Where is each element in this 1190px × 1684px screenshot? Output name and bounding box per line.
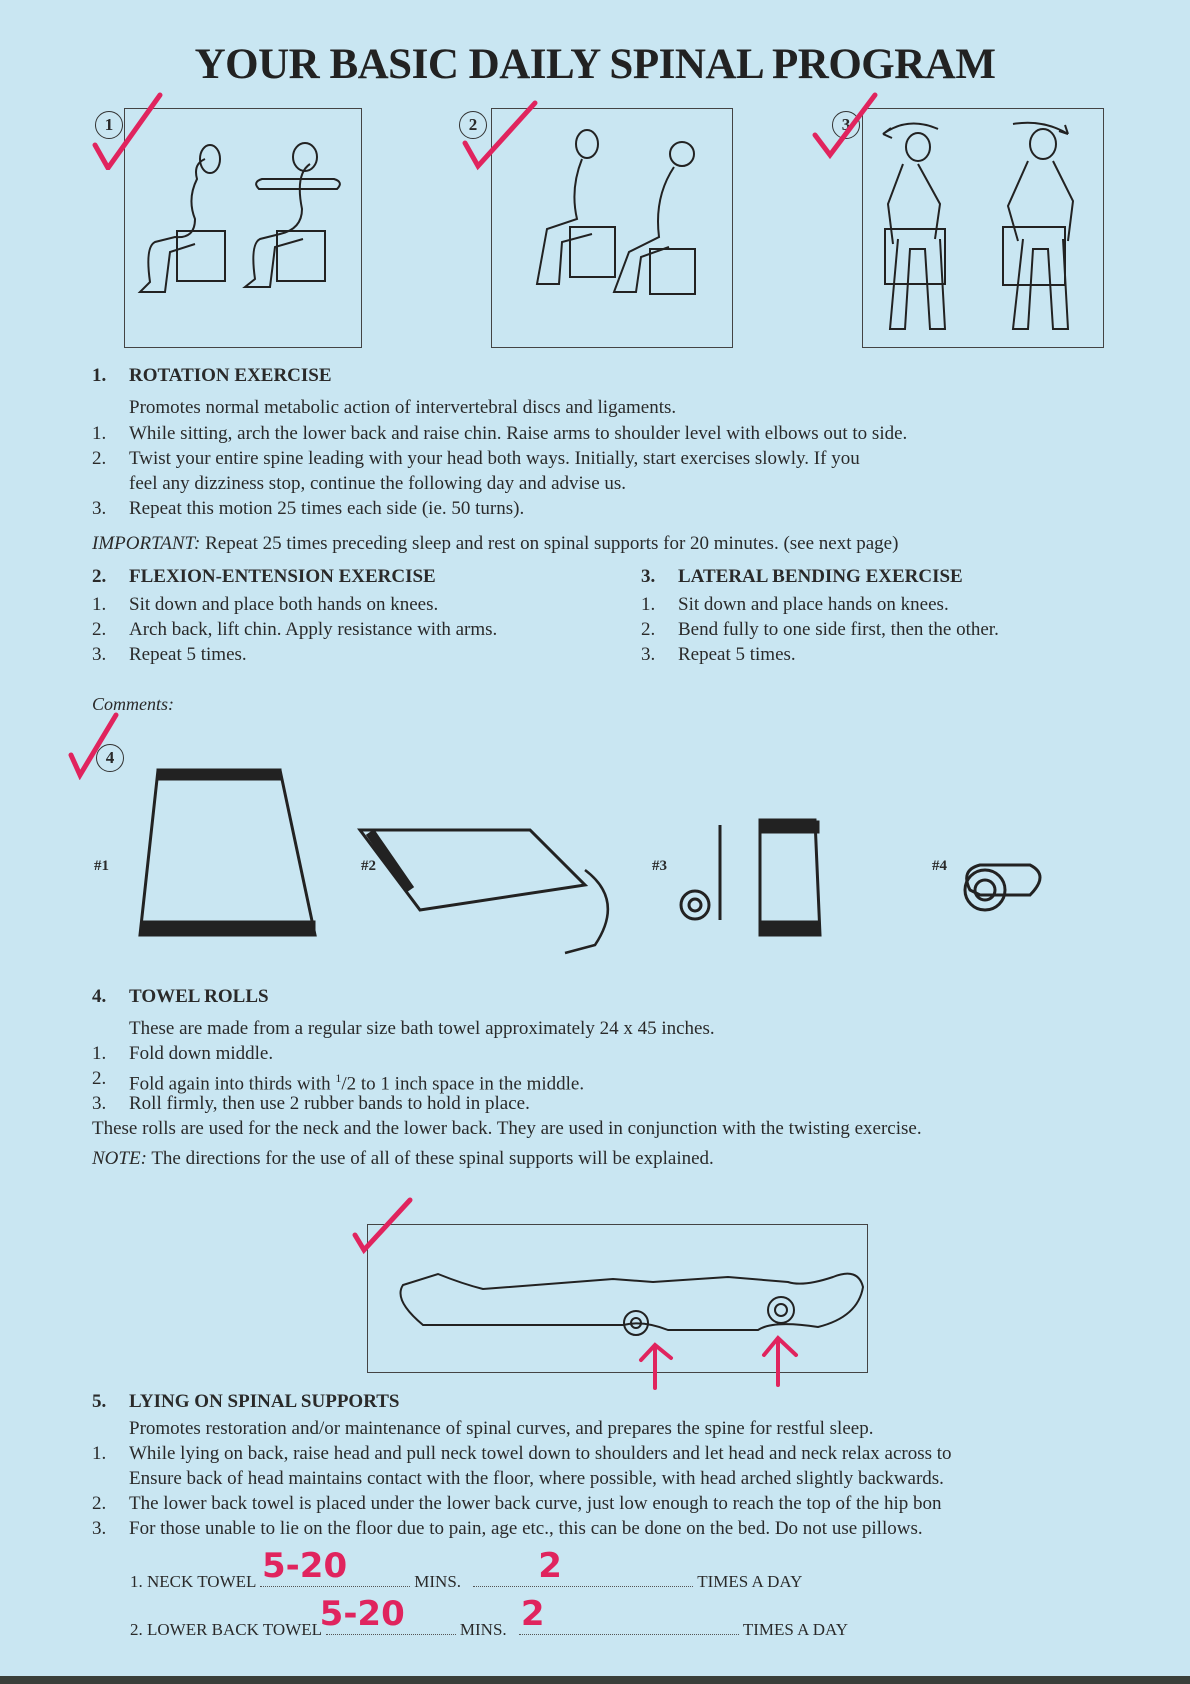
comments-label: Comments: xyxy=(92,694,174,714)
section-2-step: 3. Repeat 5 times. xyxy=(92,644,247,665)
important-note: IMPORTANT: Repeat 25 times preceding sleep and rest on spinal supports for 20 minutes. (see next page) xyxy=(92,533,899,554)
section-5-intro: Promotes restoration and/or maintenance of spinal curves, and prepares the spine for restful sleep. xyxy=(129,1418,874,1439)
arrow-up-icon xyxy=(633,1340,678,1390)
section-5-step: Ensure back of head maintains contact with the floor, where possible, with head arched slightly backwards. xyxy=(129,1468,944,1489)
checkmark-icon xyxy=(90,90,170,170)
note-text: NOTE: The directions for the use of all of these spinal supports will be explained. xyxy=(92,1148,714,1169)
checkmark-icon xyxy=(350,1195,420,1255)
lateral-bending-illustration xyxy=(863,109,1103,347)
section-4-intro: These are made from a regular size bath towel approximately 24 x 45 inches. xyxy=(129,1018,715,1039)
section-3-step: 1. Sit down and place hands on knees. xyxy=(641,594,949,615)
towel-step-label: #2 xyxy=(361,858,376,874)
section-5-step: 3. For those unable to lie on the floor due to pain, age etc., this can be done on the bed. Do not use pillows. xyxy=(92,1518,923,1539)
section-1-step: feel any dizziness stop, continue the following day and advise us. xyxy=(129,473,627,494)
section-1-step: 3. Repeat this motion 25 times each side (ie. 50 turns). xyxy=(92,498,525,519)
section-3-step: 2. Bend fully to one side first, then the other. xyxy=(641,619,999,640)
section-4-step: 2. Fold again into thirds with $^1$/2 to 1 inch space in the middle. xyxy=(92,1068,585,1095)
section-3-step: 3. Repeat 5 times. xyxy=(641,644,796,665)
section-5-heading: 5. LYING ON SPINAL SUPPORTS xyxy=(92,1391,400,1412)
checkmark-icon xyxy=(66,710,126,780)
arrow-up-icon xyxy=(756,1333,801,1388)
section-5-step: 2. The lower back towel is placed under the lower back curve, just low enough to reach the top of the hip bon xyxy=(92,1493,942,1514)
figure-number-4: 4 xyxy=(96,744,124,772)
checkmark-icon xyxy=(460,98,540,178)
section-1-heading: 1. ROTATION EXERCISE xyxy=(92,365,332,386)
lower-back-mins-field[interactable]: 5-20 xyxy=(326,1616,456,1635)
towel-step-label: #3 xyxy=(652,858,667,874)
section-2-step: 1. Sit down and place both hands on knees. xyxy=(92,594,439,615)
neck-times-field[interactable]: 2 xyxy=(473,1568,693,1587)
schedule-row-lower-back: 2. LOWER BACK TOWEL 5-20 MINS. 2 TIMES A DAY xyxy=(130,1594,849,1639)
section-4-step: 3. Roll firmly, then use 2 rubber bands to hold in place. xyxy=(92,1093,530,1114)
section-3-heading: 3. LATERAL BENDING EXERCISE xyxy=(641,566,963,587)
towel-step-label: #1 xyxy=(94,858,109,874)
figure-lateral-bending xyxy=(862,108,1104,348)
schedule-row-neck: 1. NECK TOWEL 5-20 MINS. 2 TIMES A DAY xyxy=(130,1546,803,1591)
section-1-intro: Promotes normal metabolic action of intervertebral discs and ligaments. xyxy=(129,397,677,418)
towel-folding-illustration xyxy=(130,760,1110,960)
lower-back-times-field[interactable]: 2 xyxy=(519,1616,739,1635)
section-1-step: 2. Twist your entire spine leading with your head both ways. Initially, start exercises slowly. If you xyxy=(92,448,860,469)
section-1-step: 1. While sitting, arch the lower back and raise chin. Raise arms to shoulder level with elbows out to side. xyxy=(92,423,908,444)
neck-mins-field[interactable]: 5-20 xyxy=(260,1568,410,1587)
page-bottom-edge xyxy=(0,1676,1190,1684)
checkmark-icon xyxy=(810,90,890,170)
section-4-heading: 4. TOWEL ROLLS xyxy=(92,986,269,1007)
towel-usage-text: These rolls are used for the neck and the lower back. They are used in conjunction with the twisting exercise. xyxy=(92,1118,922,1139)
section-2-step: 2. Arch back, lift chin. Apply resistance with arms. xyxy=(92,619,498,640)
figure-number-2: 2 xyxy=(459,111,487,139)
section-2-heading: 2. FLEXION-ENTENSION EXERCISE xyxy=(92,566,436,587)
section-5-step: 1. While lying on back, raise head and pull neck towel down to shoulders and let head and neck relax across to xyxy=(92,1443,952,1464)
figure-number-1: 1 xyxy=(95,111,123,139)
page-title: YOUR BASIC DAILY SPINAL PROGRAM xyxy=(194,41,996,88)
section-4-step: 1. Fold down middle. xyxy=(92,1043,274,1064)
towel-step-label: #4 xyxy=(932,858,947,874)
figure-number-3: 3 xyxy=(832,111,860,139)
